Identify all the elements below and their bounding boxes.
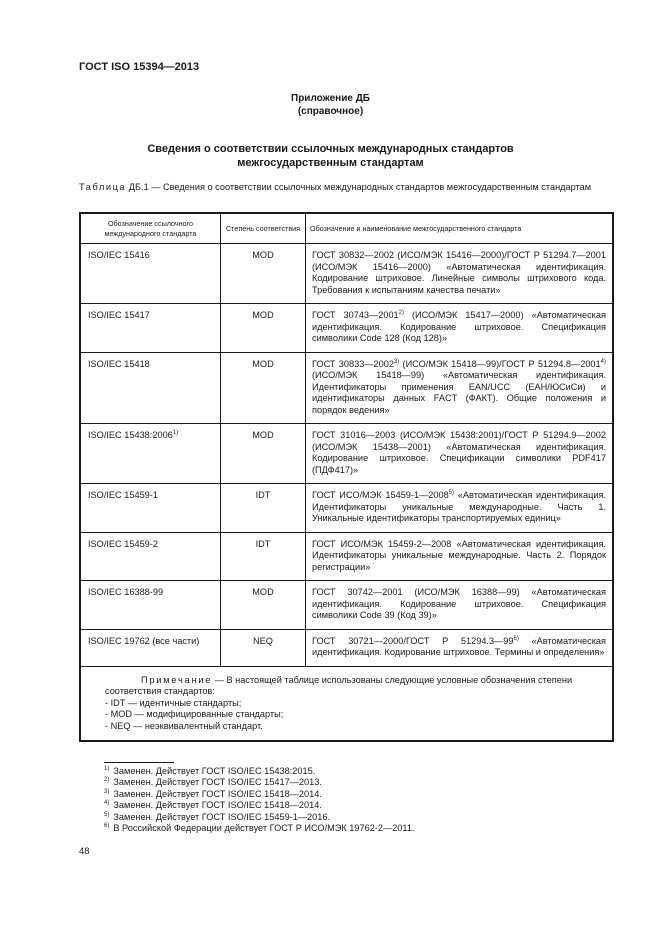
- table-row: [80, 244, 613, 304]
- footnote-text: В Российской Федерации действует ГОСТ Р ИСО/МЭК 19762-2—2011.: [113, 823, 415, 834]
- footnote-ref: 4): [600, 358, 606, 365]
- standard-text: ГОСТ ИСО/МЭК 15459-2—2008 «Автоматическая идентификация. Идентификаторы уникальные международные. Часть 2. Порядок регистрации»: [312, 538, 606, 572]
- table-row: [80, 484, 613, 533]
- standard-text: (ИСО/МЭК 15417—2000) «Автоматическая идентификация. Кодирование штриховое. Спецификация символики Code 128 (Код 128)»: [312, 310, 606, 343]
- table-row: [80, 532, 613, 581]
- document-title-line2: межгосударственным стандартам: [237, 157, 424, 169]
- page-number: 48: [79, 846, 90, 857]
- document-title: [0, 142, 661, 170]
- table-row: [80, 424, 613, 484]
- intl-standard-code: ISO/IEC 15459-1: [88, 490, 158, 500]
- footnote-text: Заменен. Действует ГОСТ ISO/IEC 15417—2013.: [113, 777, 322, 788]
- standard-text: ГОСТ 30832—2002 (ИСО/МЭК 15416—2000)/ГОСТ Р 51294.7—2001 (ИСО/МЭК 15416—2000) «Автоматическая идентификация. Кодирование штриховое. Линейные символы штрихового кода. Требования к испытаниям качества печати»: [312, 250, 606, 295]
- table-header-row: [80, 213, 613, 244]
- cell-interstate-standard: [306, 532, 614, 581]
- cell-interstate-standard: [306, 484, 614, 533]
- footnote-mark: 3): [104, 788, 110, 795]
- footnote-ref: 3): [393, 358, 400, 365]
- header-intl-standard: Обозначение ссылочного международного стандарта: [80, 213, 221, 244]
- standard-text: ГОСТ 31016—2003 (ИСО/МЭК 15438:2001)/ГОСТ Р 51294.9—2002 (ИСО/МЭК 15438—2001) «Автоматическая идентификация. Кодирование штриховое. Спецификации символики PDF417 (ПДФ417)»: [312, 430, 606, 475]
- cell-degree: MOD: [221, 244, 306, 304]
- cell-intl-standard: [80, 352, 221, 424]
- table-row: [80, 352, 613, 424]
- document-title-line1: Сведения о соответствии ссылочных международных стандартов: [147, 143, 514, 155]
- intl-standard-code: ISO/IEC 16388-99: [88, 587, 164, 597]
- cell-degree: MOD: [221, 304, 306, 353]
- table-row: [80, 304, 613, 353]
- footnote-mark: 1): [104, 765, 110, 772]
- footnotes: [104, 766, 415, 834]
- footnote-divider: [104, 762, 174, 763]
- cell-intl-standard: [80, 629, 221, 666]
- footnote-item: [104, 777, 415, 788]
- footnote-mark: 4): [104, 800, 110, 807]
- intl-standard-code: ISO/IEC 15459-2: [88, 538, 158, 549]
- footnote-item: [104, 812, 415, 823]
- standard-text: (ИСО/МЭК 15418—99) «Автоматическая идентификация. Идентификаторы применения EAN/UCC (ЕАН/ЮСиСи) и идентификаторы данных FACT (ФАКТ). Общие положения и порядок ведения»: [312, 370, 606, 415]
- note-cell: [80, 666, 613, 741]
- standard-text: ГОСТ 30743—2001: [312, 310, 399, 320]
- footnote-ref: 2): [398, 309, 405, 316]
- standard-header: ГОСТ ISO 15394—2013: [79, 61, 200, 73]
- intl-standard-code: ISO/IEC 15416: [88, 250, 150, 260]
- footnote-item: [104, 789, 415, 800]
- footnote-ref: 6): [513, 635, 519, 642]
- footnote-item: [104, 800, 415, 811]
- footnote-item: [104, 823, 415, 834]
- cell-intl-standard: [80, 581, 221, 630]
- note-list: [105, 698, 604, 733]
- cell-degree: MOD: [221, 581, 306, 630]
- table-caption-prefix: Таблица: [79, 182, 127, 192]
- standard-text: ГОСТ 30742—2001 (ИСО/МЭК 16388—99) «Автоматическая идентификация. Кодирование штриховое. Спецификация символики Code 39 (Код 39)»: [312, 587, 606, 620]
- table-row: [80, 581, 613, 630]
- cell-intl-standard: [80, 484, 221, 533]
- note-label: Примечание: [141, 674, 213, 685]
- table-caption: [79, 181, 609, 193]
- standard-text: «Автоматическая идентификация. Кодирование штриховое. Термины и определения»: [312, 635, 606, 657]
- standard-text: ГОСТ ИСО/МЭК 15459-1—2008: [312, 490, 449, 500]
- cell-intl-standard: [80, 424, 221, 484]
- intl-standard-code: ISO/IEC 15418: [88, 358, 150, 369]
- footnote-item: [104, 766, 415, 777]
- footnote-ref: 1): [172, 429, 179, 436]
- table-caption-text: ДБ.1 — Сведения о соответствии ссылочных международных стандартов межгосударственным стандартам: [126, 182, 592, 192]
- standard-text: ГОСТ 30833—2002: [312, 358, 394, 369]
- annex-subtitle: (справочное): [297, 106, 364, 117]
- cell-interstate-standard: [306, 244, 614, 304]
- intl-standard-code: ISO/IEC 19762 (все части): [88, 635, 200, 646]
- footnote-text: Заменен. Действует ГОСТ ISO/IEC 15438:2015.: [113, 766, 316, 776]
- cell-interstate-standard: [306, 629, 614, 666]
- note-body: — В настоящей таблице использованы следующие условные обозначения степени соответствия стандартов:: [105, 674, 573, 696]
- footnote-text: Заменен. Действует ГОСТ ISO/IEC 15418—2014.: [113, 800, 322, 811]
- header-interstate-standard: Обозначение и наименование межгосударственного стандарта: [306, 213, 614, 244]
- cell-degree: MOD: [221, 352, 306, 424]
- header-degree: Степень соответствия: [221, 213, 306, 244]
- cell-interstate-standard: [306, 352, 614, 424]
- cell-degree: IDT: [221, 484, 306, 533]
- intl-standard-code: ISO/IEC 15438:2006: [88, 430, 173, 440]
- cell-degree: NEQ: [221, 629, 306, 666]
- footnote-mark: 6): [104, 822, 110, 829]
- footnote-mark: 5): [104, 811, 110, 818]
- note-row: [80, 666, 613, 741]
- correspondence-table: [79, 212, 614, 742]
- annex-heading: [0, 92, 661, 118]
- cell-interstate-standard: [306, 424, 614, 484]
- cell-intl-standard: [80, 532, 221, 581]
- cell-degree: MOD: [221, 424, 306, 484]
- note-text: [105, 675, 604, 698]
- table-row: [80, 629, 613, 666]
- footnote-text: Заменен. Действует ГОСТ ISO/IEC 15418—2014.: [113, 788, 322, 799]
- intl-standard-code: ISO/IEC 15417: [88, 310, 150, 320]
- note-item: - MOD — модифицированные стандарты;: [105, 709, 284, 719]
- cell-intl-standard: [80, 244, 221, 304]
- cell-degree: IDT: [221, 532, 306, 581]
- standard-text: ГОСТ 30721—2000/ГОСТ Р 51294.3—99: [312, 635, 514, 646]
- standard-text: (ИСО/МЭК 15418—99)/ГОСТ Р 51294.8—2001: [399, 358, 601, 369]
- standard-text: «Автоматическая идентификация. Идентификаторы уникальные международные. Часть 1. Уникальные идентификаторы транспортируемых единиц»: [312, 490, 606, 523]
- cell-intl-standard: [80, 304, 221, 353]
- footnote-text: Заменен. Действует ГОСТ ISO/IEC 15459-1—2016.: [113, 811, 331, 822]
- annex-title: Приложение ДБ: [291, 93, 370, 104]
- note-item: - NEQ — неэквивалентный стандарт.: [105, 720, 263, 731]
- cell-interstate-standard: [306, 304, 614, 353]
- cell-interstate-standard: [306, 581, 614, 630]
- footnote-ref: 5): [448, 489, 455, 496]
- note-item: - IDT — идентичные стандарты;: [105, 697, 242, 708]
- footnote-mark: 2): [104, 777, 110, 784]
